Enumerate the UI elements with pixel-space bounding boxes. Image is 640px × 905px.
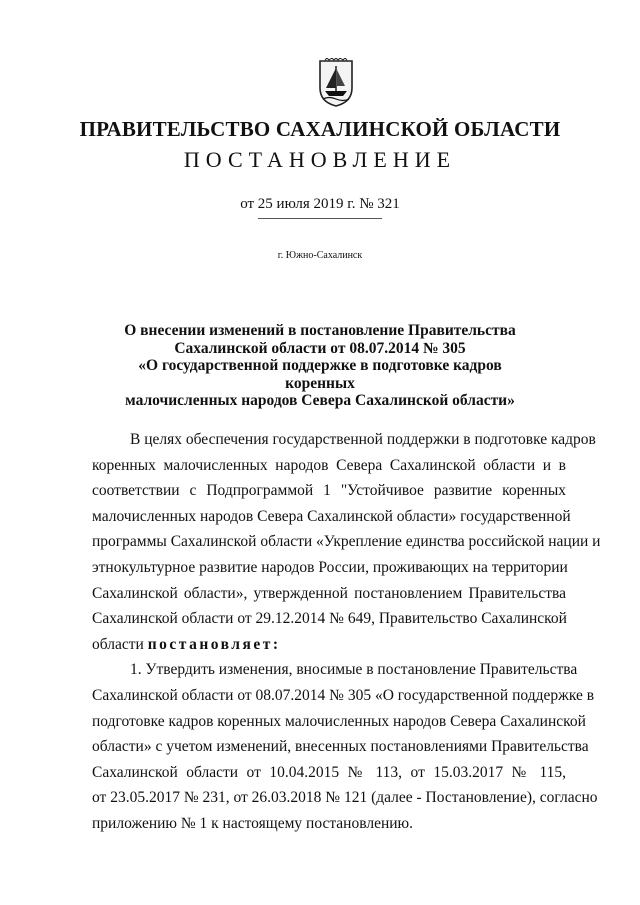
- body-line: Сахалинской области», утвержденной постановлением Правительства: [92, 584, 566, 602]
- document-subject: [110, 322, 530, 410]
- body-line: приложению № 1 к настоящему постановлению.: [92, 814, 413, 832]
- subject-line: О внесении изменений в постановление Правительства: [124, 322, 516, 339]
- subject-line: «О государственной поддержке в подготовке кадров коренных: [138, 357, 502, 392]
- body-line: от 23.05.2017 № 231, от 26.03.2018 № 121 (далее - Постановление), согласно: [92, 789, 598, 807]
- body-line: коренных малочисленных народов Севера Сахалинской области и в: [92, 456, 566, 474]
- subject-line: Сахалинской области от 08.07.2014 № 305: [174, 339, 466, 357]
- body-line: Сахалинской области от 08.07.2014 № 305 «О государственной поддержке в: [92, 686, 595, 704]
- document-type: ПОСТАНОВЛЕНИЕ: [183, 147, 457, 172]
- subject-line: малочисленных народов Севера Сахалинской области»: [125, 392, 515, 409]
- body-line: области» с учетом изменений, внесенных постановлениями Правительства: [92, 738, 589, 756]
- document-date-number: [0, 196, 640, 213]
- body-line: Сахалинской области от 29.12.2014 № 649, Правительство Сахалинской: [92, 610, 567, 628]
- body-line: В целях обеспечения государственной поддержки в подготовке кадров: [130, 431, 596, 448]
- body-line: подготовке кадров коренных малочисленных народов Севера Сахалинской: [92, 712, 586, 730]
- date-underline: [258, 218, 382, 219]
- body-line-prefix: области: [92, 635, 144, 653]
- resolution-verb: постановляет:: [147, 635, 281, 653]
- body-line: соответствии с Подпрограммой 1 "Устойчивое развитие коренных: [92, 482, 566, 500]
- city: г. Южно-Сахалинск: [277, 250, 363, 261]
- body-line: 1. Утвердить изменения, вносимые в постановление Правительства: [130, 661, 578, 679]
- body-line: этнокультурное развитие народов России, проживающих на территории: [92, 558, 568, 576]
- date-number-text: от 25 июля 2019 г. № 321: [240, 196, 400, 212]
- body-line: Сахалинской области от 10.04.2015 № 113, от 15.03.2017 № 115,: [92, 763, 566, 781]
- body-line: [92, 632, 566, 658]
- organization-title: ПРАВИТЕЛЬСТВО САХАЛИНСКОЙ ОБЛАСТИ: [79, 117, 561, 141]
- body-line: малочисленных народов Севера Сахалинской области» государственной: [92, 507, 571, 525]
- body-line: программы Сахалинской области «Укрепление единства российской нации и: [92, 533, 601, 551]
- document-body: [92, 427, 601, 837]
- coat-of-arms-icon: [317, 58, 355, 108]
